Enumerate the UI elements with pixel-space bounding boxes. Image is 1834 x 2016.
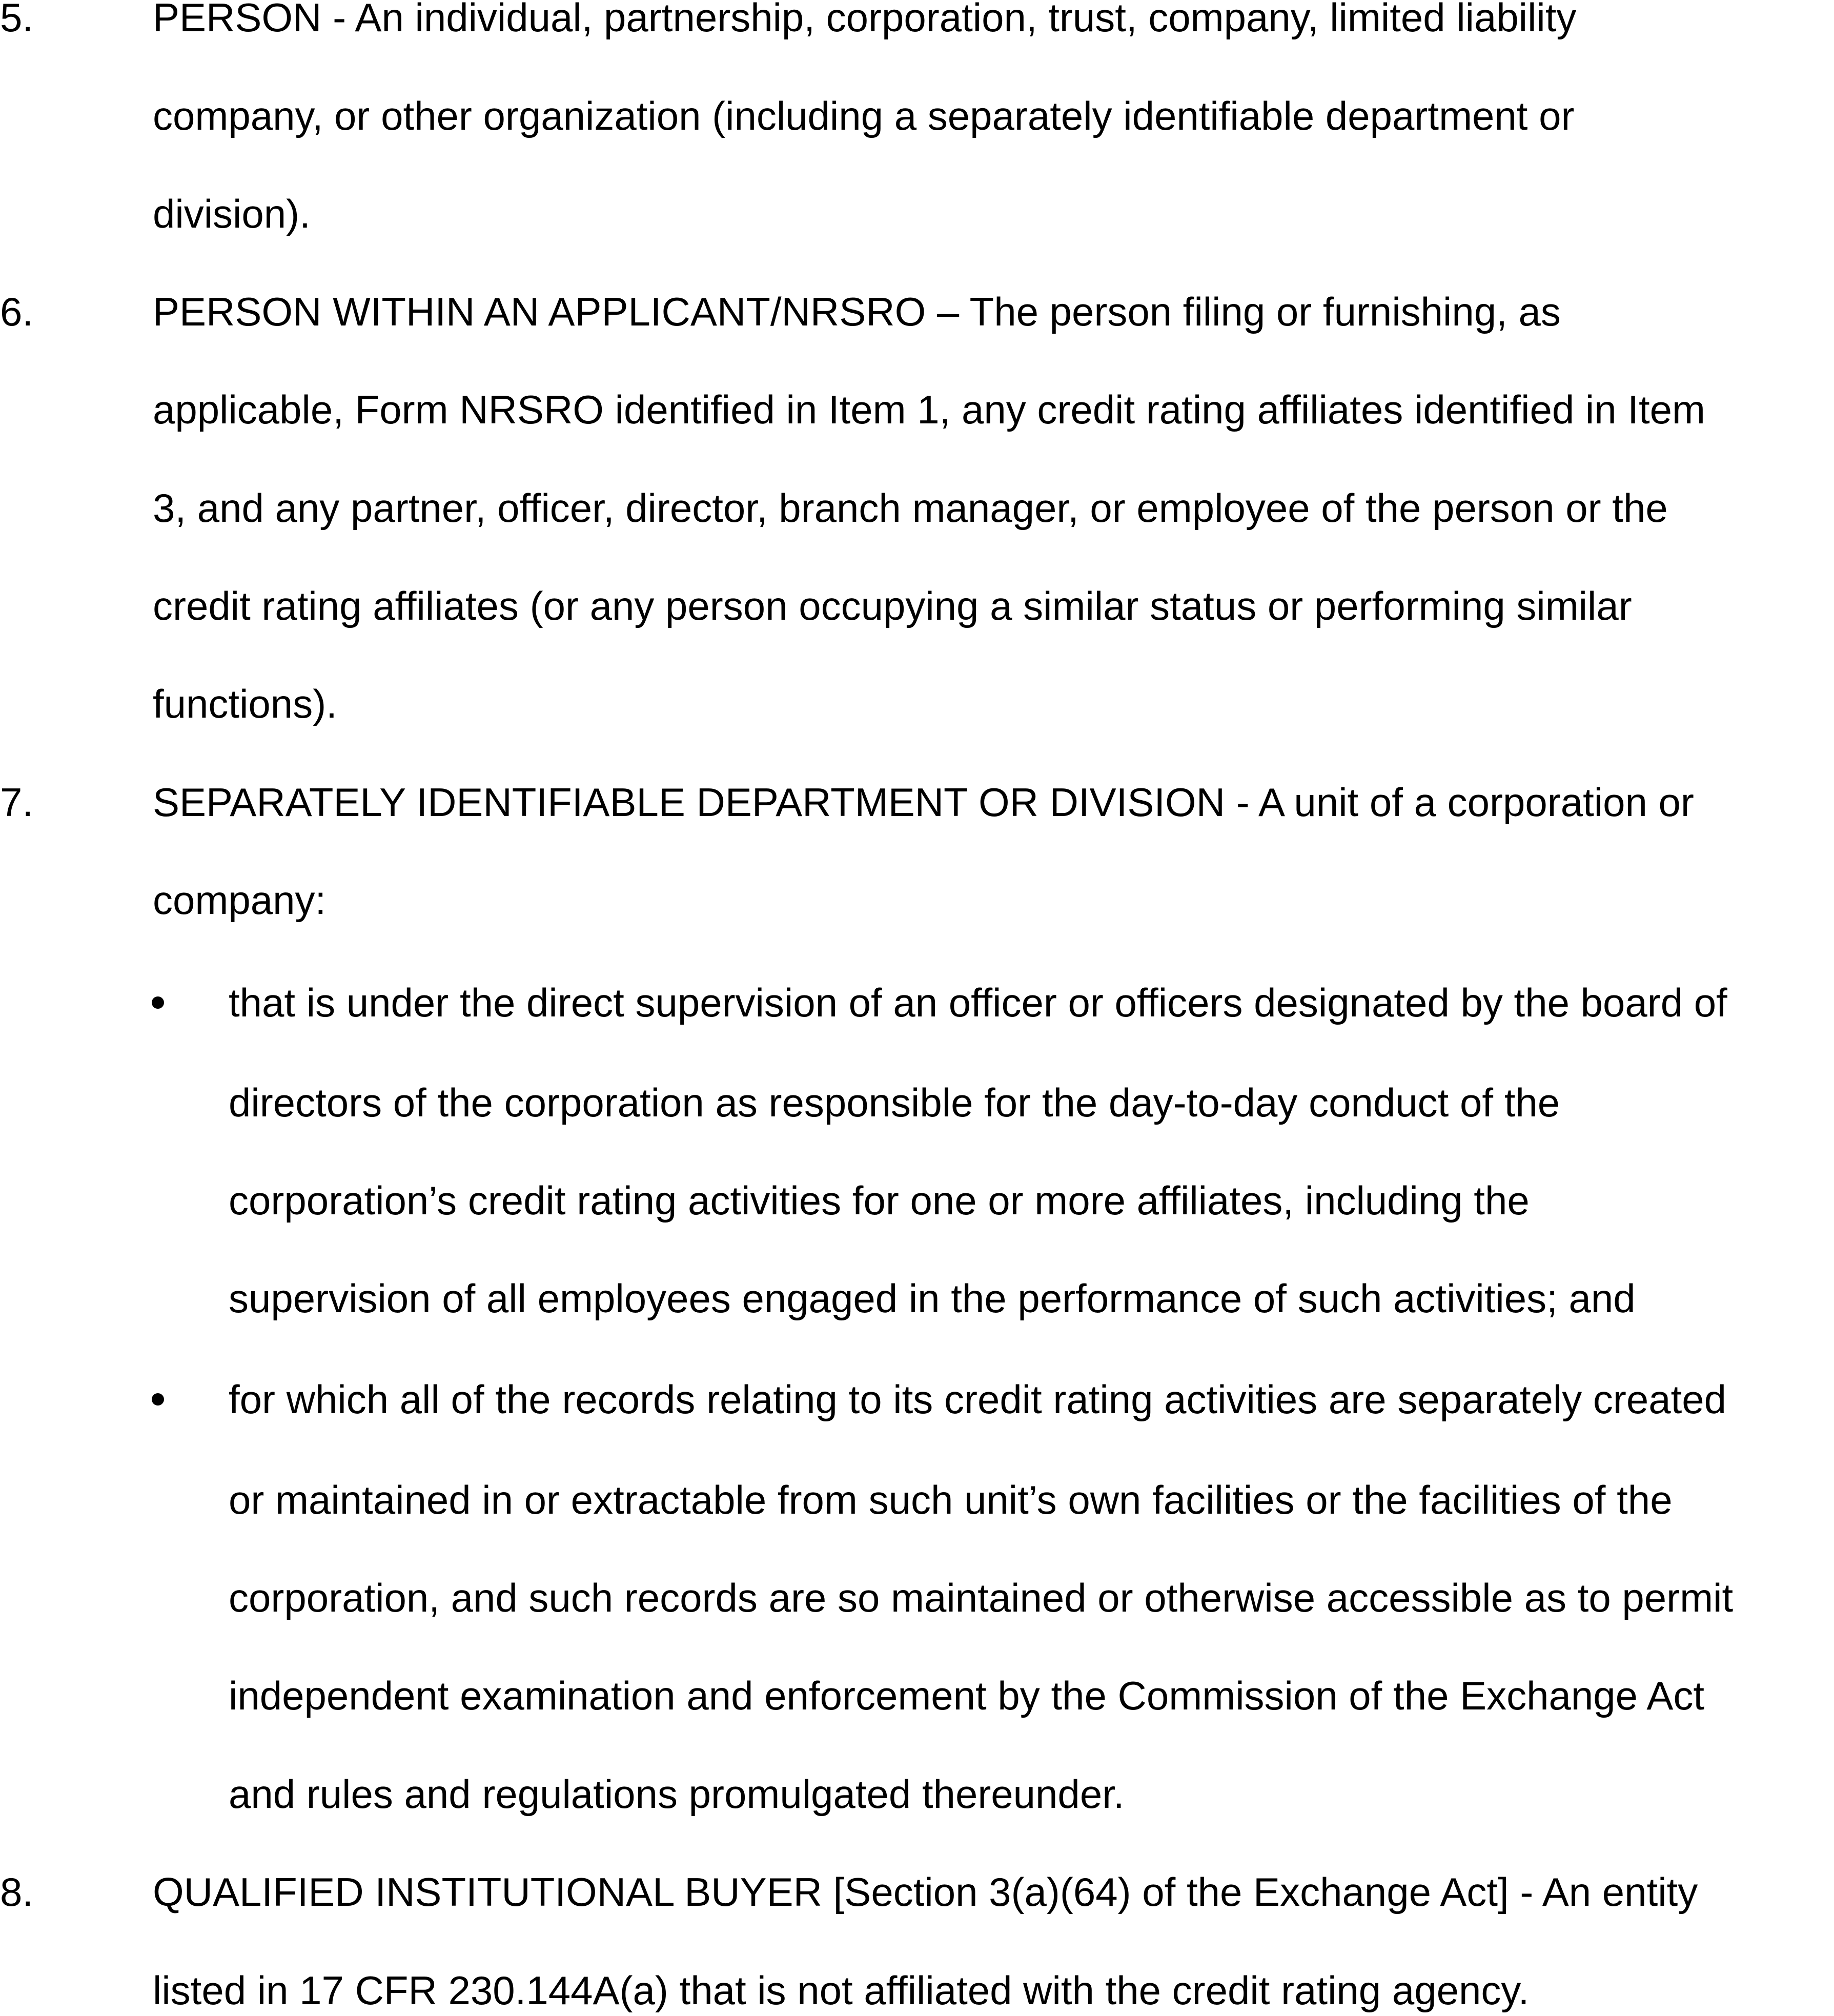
item-text-line: credit rating affiliates (or any person occupying a similar status or performing similar: [153, 583, 1632, 628]
item-number: 5.: [0, 0, 34, 40]
bullet-text-line: that is under the direct supervision of an officer or officers designated by the board of: [229, 980, 1727, 1025]
item-text-line: listed in 17 CFR 230.144A(a) that is not affiliated with the credit rating agency.: [153, 1968, 1530, 2013]
item-text-line: division).: [153, 191, 311, 236]
item-text-line: PERSON - An individual, partnership, corporation, trust, company, limited liability: [153, 0, 1577, 40]
item-text-line: company:: [153, 878, 327, 923]
bullet-text-line: corporation, and such records are so maintained or otherwise accessible as to permit: [229, 1575, 1734, 1620]
bullet-text-line: independent examination and enforcement by the Commission of the Exchange Act: [229, 1673, 1705, 1718]
item-text-line: applicable, Form NRSRO identified in Item 1, any credit rating affiliates identified in Item: [153, 387, 1705, 432]
bullet-dot-icon: [152, 996, 164, 1009]
item-text-line: company, or other organization (including a separately identifiable department or: [153, 93, 1575, 138]
item-text-line: 3, and any partner, officer, director, branch manager, or employee of the person or the: [153, 485, 1668, 531]
item-number: 6.: [0, 289, 34, 334]
bullet-text-line: or maintained in or extractable from such unit’s own facilities or the facilities of the: [229, 1477, 1673, 1522]
bullet-text-line: corporation’s credit rating activities for one or more affiliates, including the: [229, 1178, 1530, 1223]
bullet-text-line: supervision of all employees engaged in the performance of such activities; and: [229, 1276, 1636, 1321]
item-text-line: SEPARATELY IDENTIFIABLE DEPARTMENT OR DIVISION - A unit of a corporation or: [153, 780, 1694, 825]
bullet-dot-icon: [152, 1393, 164, 1406]
item-text-line: QUALIFIED INSTITUTIONAL BUYER [Section 3(a)(64) of the Exchange Act] - An entity: [153, 1869, 1698, 1915]
item-text-line: functions).: [153, 681, 337, 726]
item-text-line: PERSON WITHIN AN APPLICANT/NRSRO – The person filing or furnishing, as: [153, 289, 1561, 334]
bullet-text-line: and rules and regulations promulgated thereunder.: [229, 1771, 1125, 1817]
bullet-text-line: directors of the corporation as responsible for the day-to-day conduct of the: [229, 1080, 1560, 1125]
bullet-text-line: for which all of the records relating to its credit rating activities are separately created: [229, 1377, 1727, 1422]
item-number: 8.: [0, 1869, 34, 1915]
item-number: 7.: [0, 780, 34, 825]
